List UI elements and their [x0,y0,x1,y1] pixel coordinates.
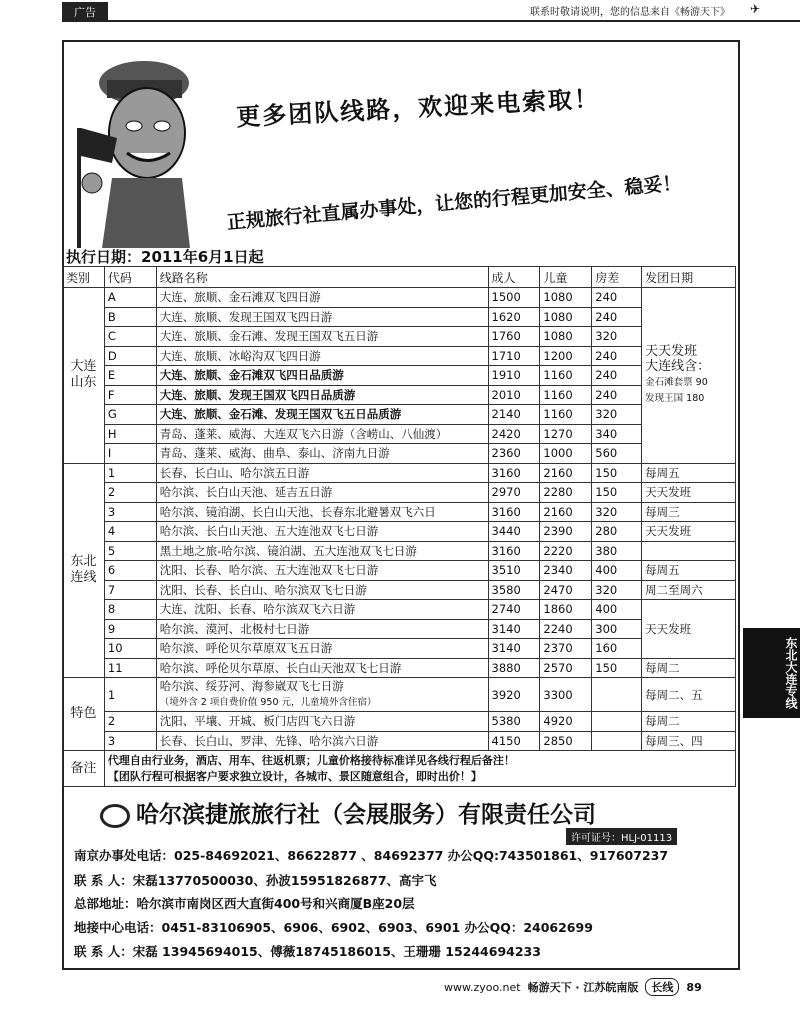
page-number: 89 [686,981,702,994]
license-number: 许可证号：HLJ-01113 [566,828,677,845]
adult-price: 3880 [488,658,540,678]
room-diff: 320 [592,405,642,425]
route-code: I [104,444,156,464]
route-name: 大连、旅顺、发现王国双飞四日游 [156,307,488,327]
route-name: 大连、旅顺、金石滩、发现王国双飞五日品质游 [156,405,488,425]
child-price: 2160 [540,463,592,483]
contact-person: 联 系 人：宋磊13770500030、孙波15951826877、高宇飞 [74,873,437,888]
table-row [63,541,736,561]
room-diff: 240 [592,288,642,308]
room-diff: 400 [592,600,642,620]
child-price: 1000 [540,444,592,464]
route-code: 9 [104,619,156,639]
route-code: C [104,327,156,347]
room-diff: 380 [592,541,642,561]
room-diff: 340 [592,424,642,444]
ticket-icon: ✈ [749,2,760,16]
route-name: 哈尔滨、漠河、北极村七日游 [156,619,488,639]
child-price: 2370 [540,639,592,659]
room-diff [592,731,642,751]
departure-date: 天天发班 [642,522,736,542]
adult-price: 1760 [488,327,540,347]
table-row [63,483,736,503]
adult-price: 2010 [488,385,540,405]
headline-primary: 更多团队线路，欢迎来电索取！ [235,84,601,132]
category-dalian-shandong: 大连山东 [63,288,105,464]
adult-price: 3140 [488,619,540,639]
table-row [63,751,736,787]
route-code: 1 [104,463,156,483]
route-name: 沈阳、长春、长白山、哈尔滨双飞七日游 [156,580,488,600]
route-name: 沈阳、平壤、开城、板门店四飞六日游 [156,712,488,732]
adult-price: 3160 [488,541,540,561]
child-price: 1200 [540,346,592,366]
table-row [63,444,736,464]
adult-price: 2140 [488,405,540,425]
footer-site: www.zyoo.net [444,981,521,994]
table-row [63,307,736,327]
route-code: 1 [104,678,156,712]
adult-price: 3580 [488,580,540,600]
table-row [63,712,736,732]
room-diff: 400 [592,561,642,581]
table-header [63,267,736,288]
route-code: H [104,424,156,444]
route-name: 哈尔滨、呼伦贝尔草原、长白山天池双飞七日游 [156,658,488,678]
headline-secondary: 正规旅行社直属办事处，让您的行程更加安全、稳妥！ [226,172,683,234]
note-line: 代理自由行业务，酒店、用车、往返机票；儿童价格接待标准详见各线行程后备注！ [107,753,515,767]
departure-date: 每周三、四 [642,731,736,751]
departure-date: 每周二 [642,712,736,732]
route-code: D [104,346,156,366]
departure-date [642,541,736,561]
adult-price: 3160 [488,502,540,522]
departure-date: 每周二 [642,658,736,678]
contact-nanjing: 南京办事处电话：025-84692021、86622877 、84692377 办公QQ:743501861、917607237 [74,848,669,863]
route-table [62,266,736,787]
table-row [63,522,736,542]
route-name: 大连、旅顺、冰峪沟双飞四日游 [156,346,488,366]
route-name: 大连、旅顺、发现王国双飞四日品质游 [156,385,488,405]
table-row [63,346,736,366]
table-row [63,424,736,444]
route-code: 6 [104,561,156,581]
room-diff: 320 [592,327,642,347]
info-line: 天天发班 [645,344,698,360]
cartoon-mascot [72,48,192,248]
room-diff: 560 [592,444,642,464]
route-name: 长春、长白山、哈尔滨五日游 [156,463,488,483]
room-diff: 240 [592,366,642,386]
header-cell: 发团日期 [642,267,736,288]
route-name: 大连、沈阳、长春、哈尔滨双飞六日游 [156,600,488,620]
note-line: 【团队行程可根据客户要求独立设计，各城市、景区随意组合，即时出价！】 [107,769,482,783]
header-note: 联系时敬请说明，您的信息来自《畅游天下》 [530,7,730,18]
adult-price: 3160 [488,463,540,483]
child-price: 2280 [540,483,592,503]
route-code: E [104,366,156,386]
child-price: 2220 [540,541,592,561]
notes-cell [104,751,735,787]
child-price: 1270 [540,424,592,444]
route-name: 长春、长白山、罗津、先锋、哈尔滨六日游 [156,731,488,751]
adult-price: 2360 [488,444,540,464]
room-diff: 150 [592,658,642,678]
adult-price: 3920 [488,678,540,712]
child-price: 1160 [540,405,592,425]
table-row [63,600,736,620]
route-name: 青岛、蓬莱、威海、曲阜、泰山、济南九日游 [156,444,488,464]
route-code: 3 [104,731,156,751]
route-code: F [104,385,156,405]
route-code: A [104,288,156,308]
header-cell: 成人 [488,267,540,288]
adult-price: 5380 [488,712,540,732]
child-price: 2160 [540,502,592,522]
category-notes: 备注 [63,751,105,787]
adult-price: 3440 [488,522,540,542]
table-row [63,502,736,522]
company-name [100,796,596,829]
child-price: 1080 [540,327,592,347]
adult-price: 3510 [488,561,540,581]
adult-price: 1500 [488,288,540,308]
info-line: 大连线含： [645,359,711,375]
room-diff: 240 [592,385,642,405]
departure-date: 周二至周六 [642,580,736,600]
table-row [63,678,736,712]
room-diff: 160 [592,639,642,659]
route-name: 大连、旅顺、金石滩、发现王国双飞五日游 [156,327,488,347]
route-name: 哈尔滨、长白山天池、延吉五日游 [156,483,488,503]
route-code: 2 [104,483,156,503]
footer-publication: 畅游天下 · 江苏皖南版 [527,981,639,994]
table-row [63,731,736,751]
table-row [63,463,736,483]
child-price: 2390 [540,522,592,542]
route-code: 3 [104,502,156,522]
info-line: 发现王国 180 [645,393,705,405]
child-price: 2470 [540,580,592,600]
category-special: 特色 [63,678,105,751]
child-price: 1860 [540,600,592,620]
route-name: 哈尔滨、长白山天池、五大连池双飞七日游 [156,522,488,542]
ad-tag: 广告 [62,2,108,22]
route-code: 2 [104,712,156,732]
adult-price: 1710 [488,346,540,366]
adult-price: 4150 [488,731,540,751]
footer-badge: 长线 [645,978,679,996]
route-code: 7 [104,580,156,600]
contact-hq-address: 总部地址：哈尔滨市南岗区西大直街400号和兴商厦B座20层 [74,896,415,911]
departure-date: 天天发班 [642,483,736,503]
child-price: 1160 [540,366,592,386]
dalian-schedule-info [642,288,736,464]
child-price: 1080 [540,307,592,327]
header-cell: 儿童 [540,267,592,288]
child-price: 2850 [540,731,592,751]
table-row [63,580,736,600]
route-name: 哈尔滨、镜泊湖、长白山天池、长春东北避暑双飞六日 [156,502,488,522]
room-diff: 300 [592,619,642,639]
table-row [63,288,736,308]
child-price: 1080 [540,288,592,308]
adult-price: 1620 [488,307,540,327]
room-diff: 240 [592,346,642,366]
room-diff: 320 [592,580,642,600]
table-row [63,658,736,678]
contact-local-center: 地接中心电话：0451-83106905、6906、6902、6903、6901 办公QQ：24062699 [74,920,593,935]
header-cell: 线路名称 [156,267,488,288]
route-code: 11 [104,658,156,678]
route-code: G [104,405,156,425]
company-title: 哈尔滨捷旅旅行社（会展服务）有限责任公司 [136,802,596,828]
adult-price: 2420 [488,424,540,444]
departure-date: 每周二、五 [642,678,736,712]
route-code: 10 [104,639,156,659]
adult-price: 1910 [488,366,540,386]
child-price: 2240 [540,619,592,639]
child-price: 1160 [540,385,592,405]
route-code: B [104,307,156,327]
table-row [63,366,736,386]
route-code: 4 [104,522,156,542]
info-line: 金石滩套票 90 [645,377,708,389]
room-diff: 150 [592,483,642,503]
route-name: 大连、旅顺、金石滩双飞四日品质游 [156,366,488,386]
contact-person-2: 联 系 人：宋磊 13945694015、傅薇18745186015、王珊珊 15244694233 [74,944,541,959]
departure-date: 每周五 [642,463,736,483]
child-price: 2570 [540,658,592,678]
route-code: 8 [104,600,156,620]
child-price: 2340 [540,561,592,581]
room-diff: 320 [592,502,642,522]
room-diff [592,712,642,732]
route-note: （境外含 2 项自费价值 950 元，儿童境外含住宿） [159,697,377,708]
route-name: 沈阳、长春、哈尔滨、五大连池双飞七日游 [156,561,488,581]
header-cell: 类别 [63,267,105,288]
route-code: 5 [104,541,156,561]
route-name: 黑土地之旅-哈尔滨、镜泊湖、五大连池双飞七日游 [156,541,488,561]
effective-date: 执行日期：2011年6月1日起 [66,248,264,266]
header-cell: 房差 [592,267,642,288]
page-footer [444,978,702,996]
route-name: 哈尔滨、呼伦贝尔草原双飞五日游 [156,639,488,659]
section-side-tab: 东北大连专线 [743,628,800,718]
table-row [63,385,736,405]
route-name: 青岛、蓬莱、威海、大连双飞六日游（含崂山、八仙渡） [156,424,488,444]
route-name-cell [156,678,488,712]
child-price: 4920 [540,712,592,732]
route-name: 大连、旅顺、金石滩双飞四日游 [156,288,488,308]
departure-date: 天天发班 [642,600,736,659]
company-logo-icon [100,804,130,828]
table-row [63,639,736,659]
room-diff: 280 [592,522,642,542]
route-name: 哈尔滨、绥芬河、海参崴双飞七日游 [159,679,344,693]
table-row [63,405,736,425]
child-price: 3300 [540,678,592,712]
table-row [63,561,736,581]
departure-date: 每周五 [642,561,736,581]
departure-date: 每周三 [642,502,736,522]
room-diff: 150 [592,463,642,483]
room-diff [592,678,642,712]
header-cell: 代码 [104,267,156,288]
room-diff: 240 [592,307,642,327]
adult-price: 2970 [488,483,540,503]
category-northeast: 东北连线 [63,463,105,678]
table-row [63,619,736,639]
table-row [63,327,736,347]
adult-price: 2740 [488,600,540,620]
adult-price: 3140 [488,639,540,659]
